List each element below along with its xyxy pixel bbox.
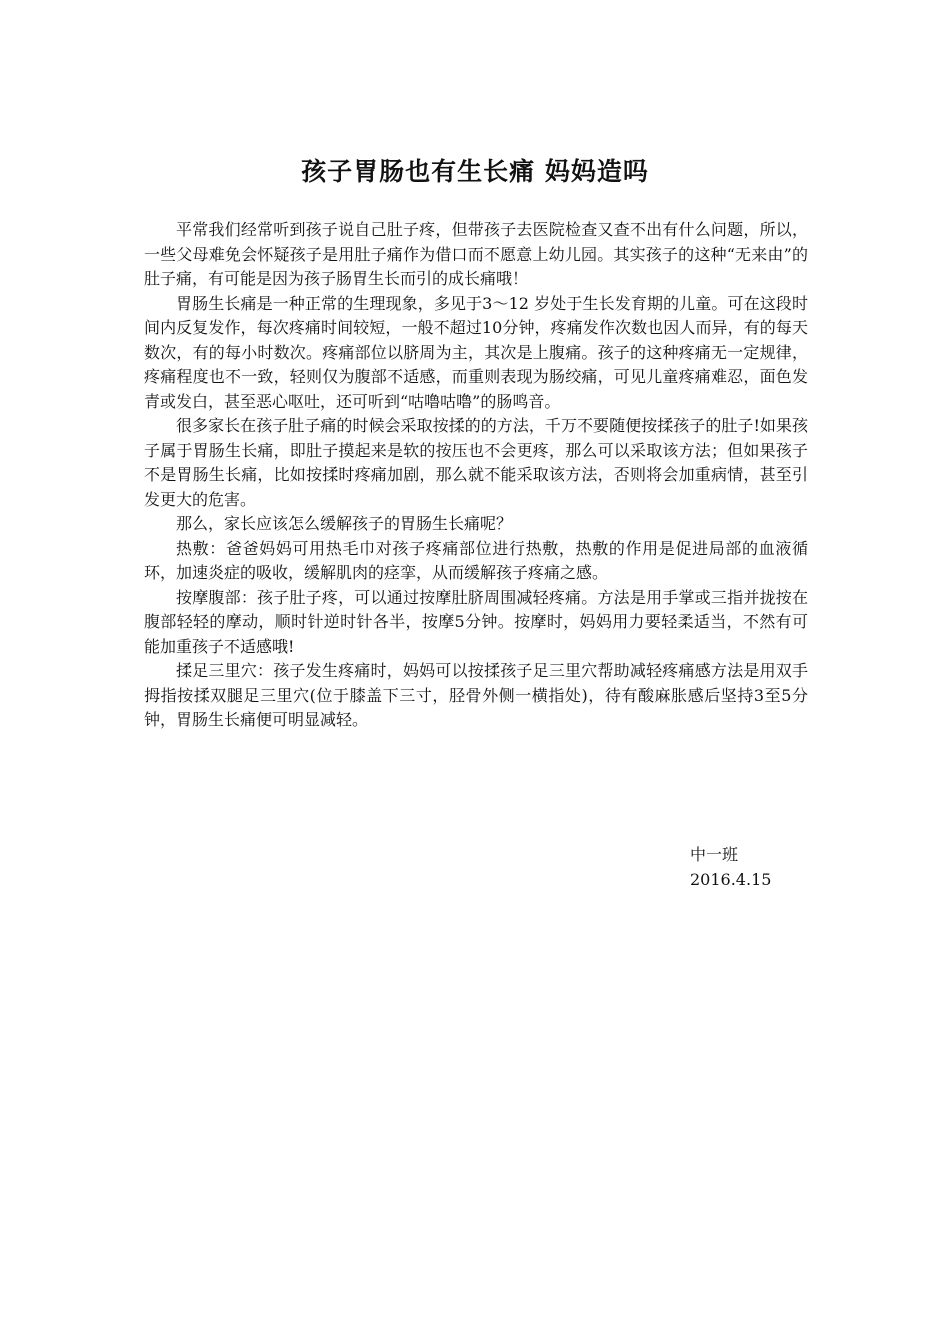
signature-class: 中一班 — [690, 845, 739, 864]
paragraph-zusanli: 揉足三里穴：孩子发生疼痛时，妈妈可以按揉孩子足三里穴帮助减轻疼痛感方法是用双手拇指按揉双腿足三里穴(位于膝盖下三寸，胫骨外侧一横指处)，待有酸麻胀感后坚持3至5分钟，胃肠生长痛便可明显减轻。 — [144, 661, 808, 729]
paragraph-question: 那么，家长应该怎么缓解孩子的胃肠生长痛呢？ — [176, 514, 513, 533]
document-title: 孩子胃肠也有生长痛 妈妈造吗 — [301, 157, 649, 186]
paragraph-intro: 平常我们经常听到孩子说自己肚子疼，但带孩子去医院检查又查不出有什么问题，所以，一些父母难免会怀疑孩子是用肚子痛作为借口而不愿意上幼儿园。其实孩子的这种“无来由”的肚子痛，有可能是因为孩子肠胃生长而引的成长痛哦！ — [144, 220, 808, 288]
paragraph-massage-warning: 很多家长在孩子肚子痛的时候会采取按揉的的方法，千万不要随便按揉孩子的肚子!如果孩子属于胃肠生长痛，即肚子摸起来是软的按压也不会更疼，那么可以采取该方法；但如果孩子不是胃肠生长痛，比如按揉时疼痛加剧，那么就不能采取该方法，否则将会加重病情，甚至引发更大的危害。 — [144, 416, 808, 509]
paragraph-hot-compress: 热敷：爸爸妈妈可用热毛巾对孩子疼痛部位进行热敷，热敷的作用是促进局部的血液循环，加速炎症的吸收，缓解肌肉的痉挛，从而缓解孩子疼痛之感。 — [144, 538, 808, 582]
document-body — [144, 218, 808, 733]
signature-date: 2016.4.15 — [690, 869, 772, 889]
paragraph-abdominal-massage: 按摩腹部：孩子肚子疼，可以通过按摩肚脐周围减轻疼痛。方法是用手掌或三指并拢按在腹部轻轻的摩动，顺时针逆时针各半，按摩5分钟。按摩时，妈妈用力要轻柔适当，不然有可能加重孩子不适感哦! — [144, 587, 808, 656]
signature-block — [690, 843, 890, 892]
paragraph-definition: 胃肠生长痛是一种正常的生理现象，多见于3～12 岁处于生长发育期的儿童。可在这段时间内反复发作，每次疼痛时间较短，一般不超过10分钟，疼痛发作次数也因人而异，有的每天数次，有的每小时数次。疼痛部位以脐周为主，其次是上腹痛。孩子的这种疼痛无一定规律，疼痛程度也不一致，轻则仅为腹部不适感，而重则表现为肠绞痛，可见儿童疼痛难忍，面色发青或发白，甚至恶心呕吐，还可听到“咕噜咕噜”的肠鸣音。 — [144, 293, 808, 411]
